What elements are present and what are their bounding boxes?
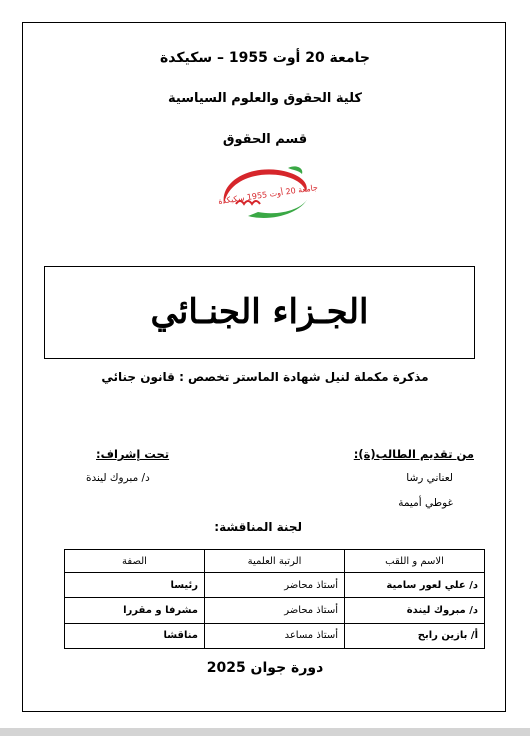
supervisor-name: د/ مبروك ليندة <box>86 472 150 484</box>
logo-text: جامعة 20 أوت 1955 سكيكدة <box>217 183 319 206</box>
table-row <box>65 573 485 598</box>
table-header-row <box>65 550 485 573</box>
member-role: رئيسا <box>65 573 205 598</box>
member-role: مناقشا <box>65 623 205 648</box>
student-name: غوطي أميمة <box>398 497 453 509</box>
member-role: مشرفا و مقررا <box>65 598 205 623</box>
member-name: د/ علي لعور سامية <box>345 573 485 598</box>
faculty-name: كلية الحقوق والعلوم السياسية <box>168 91 362 106</box>
committee-table <box>64 549 485 649</box>
member-name: د/ مبروك ليندة <box>345 598 485 623</box>
member-rank: أستاذ مساعد <box>205 623 345 648</box>
column-header: الاسم و اللقب <box>345 550 485 573</box>
table-row <box>65 598 485 623</box>
table-row <box>65 623 485 648</box>
students-label: من تقديم الطالب(ة): <box>353 447 474 461</box>
column-header: الرتبة العلمية <box>205 550 345 573</box>
university-logo-icon <box>217 164 319 222</box>
department-name: قسم الحقوق <box>222 132 308 147</box>
committee-label: لجنة المناقشة: <box>214 520 302 534</box>
member-name: أ/ بازين رابح <box>345 623 485 648</box>
session-date: دورة جوان 2025 <box>206 660 324 676</box>
thesis-subtitle: مذكرة مكملة لنيل شهادة الماستر تخصص : قانون جنائي <box>101 370 429 384</box>
page-bottom-edge <box>0 728 530 736</box>
thesis-title: الجـزاء الجنـائي <box>150 292 369 332</box>
title-box <box>44 266 475 359</box>
member-rank: أستاذ محاضر <box>205 573 345 598</box>
student-name: لعناني رشا <box>406 472 453 484</box>
university-name: جامعة 20 أوت 1955 – سكيكدة <box>160 50 370 66</box>
column-header: الصفة <box>65 550 205 573</box>
supervision-label: تحت إشراف: <box>96 447 170 461</box>
member-rank: أستاذ محاضر <box>205 598 345 623</box>
